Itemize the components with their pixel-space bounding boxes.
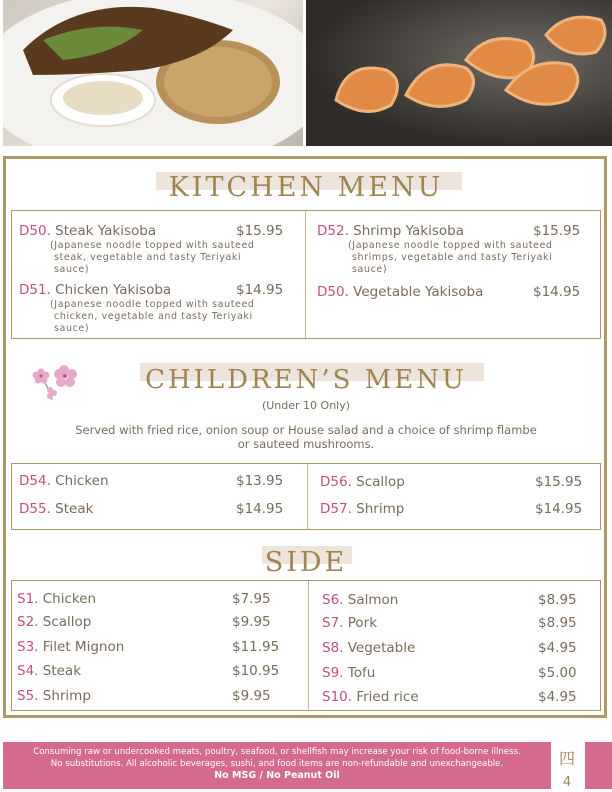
menu-item-name: D52. Shrimp Yakisoba <box>317 223 464 239</box>
menu-item-price: $15.95 <box>236 223 284 239</box>
disclaimer-line: Consuming raw or undercooked meats, poultry, seafood, or shellfish may increase your risk of food-borne illness. <box>33 747 521 757</box>
side-title: SIDE <box>264 547 348 578</box>
menu-item-name: S7. Pork <box>322 615 378 631</box>
grilled-shrimp-photo <box>306 0 612 146</box>
menu-item-name: S2. Scallop <box>17 614 92 630</box>
menu-item-price: $13.95 <box>236 473 284 489</box>
menu-item-name: D50. Steak Yakisoba <box>19 223 157 239</box>
menu-item-price: $14.95 <box>533 284 581 300</box>
childrens-menu-note: or sauteed mushrooms. <box>237 437 375 451</box>
no-msg-notice: No MSG / No Peanut Oil <box>214 770 340 781</box>
menu-item-name: D54. Chicken <box>19 473 109 489</box>
menu-item-name: S1. Chicken <box>17 591 97 607</box>
childrens-menu-note: Served with fried rice, onion soup or House salad and a choice of shrimp flambe <box>75 423 537 437</box>
menu-item-price: $11.95 <box>232 639 280 655</box>
menu-item-price: $14.95 <box>236 501 284 517</box>
menu-item-name: D55. Steak <box>19 501 94 517</box>
menu-item-price: $9.95 <box>232 688 271 704</box>
page-edge-strip <box>585 742 612 789</box>
disclaimer-line: No substitutions. All alcoholic beverages, sushi, and food items are non-refundable and unexchangeable. <box>50 759 504 769</box>
menu-item-price: $8.95 <box>538 615 577 631</box>
page-number <box>553 742 581 789</box>
menu-item-price: $14.95 <box>236 282 284 298</box>
menu-item-name: S5. Shrimp <box>17 688 91 704</box>
menu-item-description: (Japanese noodle topped with sauteed chicken, vegetable and tasty Teriyaki sauce) <box>50 299 255 334</box>
menu-item-name: S10. Fried rice <box>322 689 419 705</box>
menu-item-price: $7.95 <box>232 591 271 607</box>
footer-disclaimer <box>3 742 551 789</box>
menu-item-name: S9. Tofu <box>322 665 376 681</box>
menu-item-name: D51. Chicken Yakisoba <box>19 282 172 298</box>
menu-item-price: $9.95 <box>232 614 271 630</box>
page-number-arabic: 4 <box>562 775 572 790</box>
hibachi-plate-photo <box>3 0 303 146</box>
menu-item-description: (Japanese noodle topped with sauteed steak, vegetable and tasty Teriyaki sauce) <box>50 240 255 275</box>
menu-item-name: S3. Filet Mignon <box>17 639 125 655</box>
menu-item-price: $10.95 <box>232 663 280 679</box>
column-divider <box>307 464 308 529</box>
page-number-cjk: 四 <box>558 749 575 768</box>
childrens-menu-subtitle: (Under 10 Only) <box>261 399 351 412</box>
menu-item-name: D57. Shrimp <box>320 501 405 517</box>
column-divider <box>308 581 309 710</box>
menu-item-price: $15.95 <box>535 474 583 490</box>
menu-item-name: S4. Steak <box>17 663 82 679</box>
menu-item-name: D56. Scallop <box>320 474 405 490</box>
menu-item-price: $14.95 <box>535 501 583 517</box>
menu-item-price: $15.95 <box>533 223 581 239</box>
menu-item-name: D50. Vegetable Yakisoba <box>317 284 484 300</box>
menu-item-description: (Japanese noodle topped with sauteed shrimps, vegetable and tasty Teriyaki sauce) <box>348 240 553 275</box>
menu-item-name: S6. Salmon <box>322 592 399 608</box>
kitchen-menu-title: KITCHEN MENU <box>168 172 444 203</box>
childrens-menu-title: CHILDREN’S MENU <box>145 365 467 395</box>
menu-item-price: $8.95 <box>538 592 577 608</box>
menu-item-price: $4.95 <box>538 689 577 705</box>
column-divider <box>305 211 306 338</box>
menu-item-name: S8. Vegetable <box>322 640 416 656</box>
menu-item-price: $5.00 <box>538 665 577 681</box>
menu-item-price: $4.95 <box>538 640 577 656</box>
